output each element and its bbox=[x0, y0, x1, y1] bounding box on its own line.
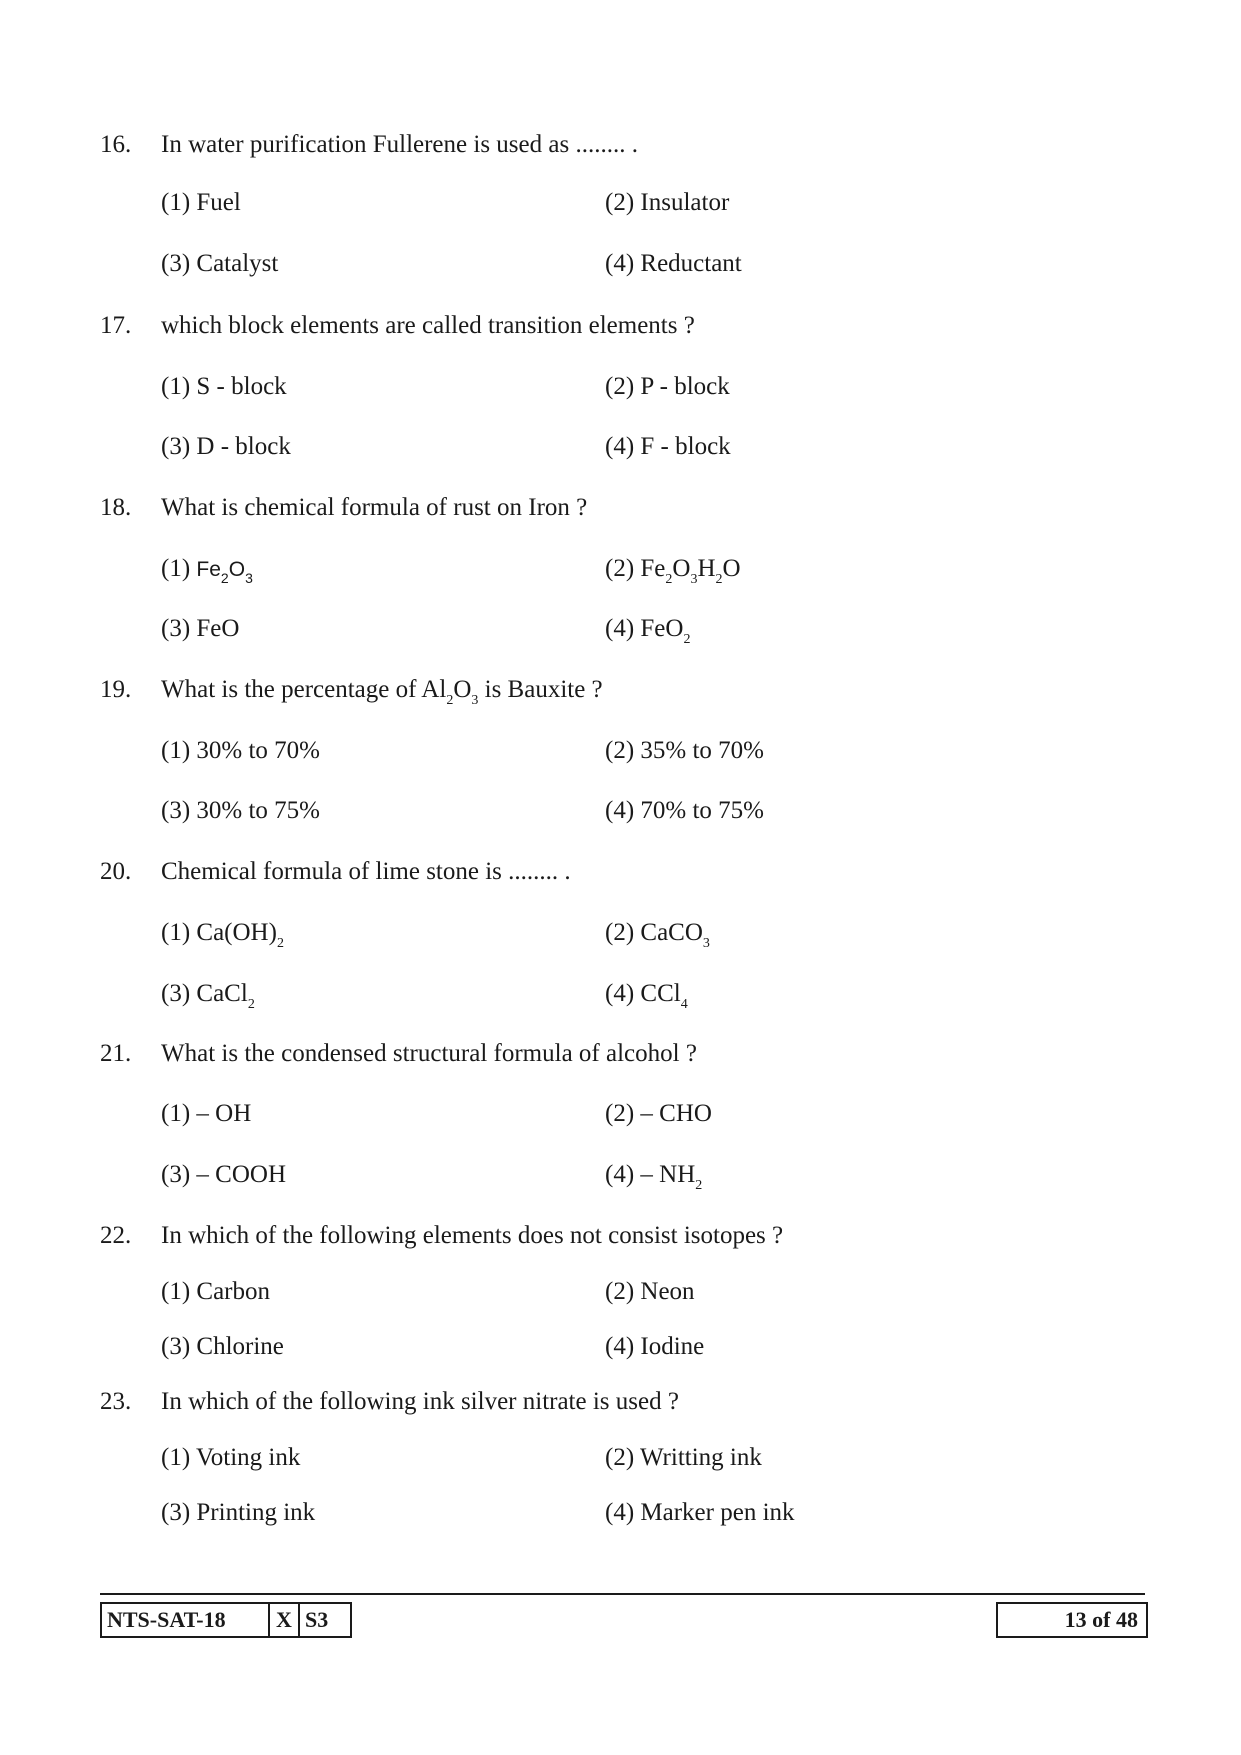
question-number: 21. bbox=[100, 1040, 132, 1067]
option-4: (4) Reductant bbox=[605, 250, 742, 277]
page-number: 13 of 48 bbox=[1064, 1607, 1138, 1632]
option-3: (3) D - block bbox=[161, 433, 291, 460]
question-number: 20. bbox=[100, 858, 132, 885]
question-number: 23. bbox=[100, 1388, 132, 1415]
option-3: (3) Catalyst bbox=[161, 250, 279, 277]
option-1: (1) Fuel bbox=[161, 189, 241, 216]
question-text: In water purification Fullerene is used as ........ . bbox=[161, 131, 638, 158]
option-4: (4) F - block bbox=[605, 433, 731, 460]
option-1: (1) $Fe_2O_3$ bbox=[161, 555, 253, 586]
question-text: What is the percentage of $Al_2O_3$ is Bauxite ? bbox=[161, 676, 603, 708]
question-number: 18. bbox=[100, 494, 132, 521]
question-text: What is chemical formula of rust on Iron ? bbox=[161, 494, 588, 521]
option-3: (3) FeO bbox=[161, 615, 240, 642]
option-1: (1) $Ca(OH)_2$ bbox=[161, 919, 284, 951]
option-2: (2) Neon bbox=[605, 1278, 695, 1305]
option-4: (4) 70% to 75% bbox=[605, 797, 764, 824]
option-4: (4) CCl$_4$ bbox=[605, 980, 688, 1012]
option-4: (4) Iodine bbox=[605, 1333, 705, 1360]
question-text: In which of the following ink silver nitrate is used ? bbox=[161, 1388, 679, 1415]
question-text: Chemical formula of lime stone is ........ . bbox=[161, 858, 571, 885]
question-number: 16. bbox=[100, 131, 132, 158]
option-1: (1) Voting ink bbox=[161, 1444, 301, 1471]
question-text: What is the condensed structural formula of alcohol ? bbox=[161, 1040, 697, 1067]
option-3: (3) Chlorine bbox=[161, 1333, 284, 1360]
exam-code-box bbox=[100, 1602, 352, 1638]
page-number-box bbox=[996, 1602, 1148, 1638]
option-4: $(4) - NH_2$ bbox=[605, 1161, 703, 1193]
option-2: (2) – CHO bbox=[605, 1100, 712, 1127]
option-2: (2) $Fe_2O_3H_2O$ bbox=[605, 555, 741, 587]
option-2: (2) Insulator bbox=[605, 189, 730, 216]
option-4: (4) Marker pen ink bbox=[605, 1499, 795, 1526]
option-3: (3) 30% to 75% bbox=[161, 797, 320, 824]
option-1: (1) – OH bbox=[161, 1100, 252, 1127]
question-text: In which of the following elements does not consist isotopes ? bbox=[161, 1222, 784, 1249]
question-number: 17. bbox=[100, 312, 132, 339]
option-2: (2) P - block bbox=[605, 373, 730, 400]
option-1: (1) S - block bbox=[161, 373, 287, 400]
question-number: 19. bbox=[100, 676, 132, 703]
option-3: (3) – COOH bbox=[161, 1161, 286, 1188]
question-text: which block elements are called transition elements ? bbox=[161, 312, 695, 339]
option-3: (3) Printing ink bbox=[161, 1499, 316, 1526]
standard-code: X bbox=[270, 1604, 300, 1636]
option-2: (2) 35% to 70% bbox=[605, 737, 764, 764]
option-4: (4) FeO$_2$ bbox=[605, 615, 691, 647]
set-code: S3 bbox=[305, 1607, 329, 1632]
footer-divider bbox=[100, 1593, 1145, 1595]
option-1: (1) Carbon bbox=[161, 1278, 270, 1305]
option-2: (2) CaCO$_3$ bbox=[605, 919, 710, 951]
option-1: (1) 30% to 70% bbox=[161, 737, 320, 764]
exam-code: NTS-SAT-18 bbox=[102, 1604, 270, 1636]
option-2: (2) Writting ink bbox=[605, 1444, 762, 1471]
question-number: 22. bbox=[100, 1222, 132, 1249]
option-3: (3) CaCl$_2$ bbox=[161, 980, 255, 1012]
